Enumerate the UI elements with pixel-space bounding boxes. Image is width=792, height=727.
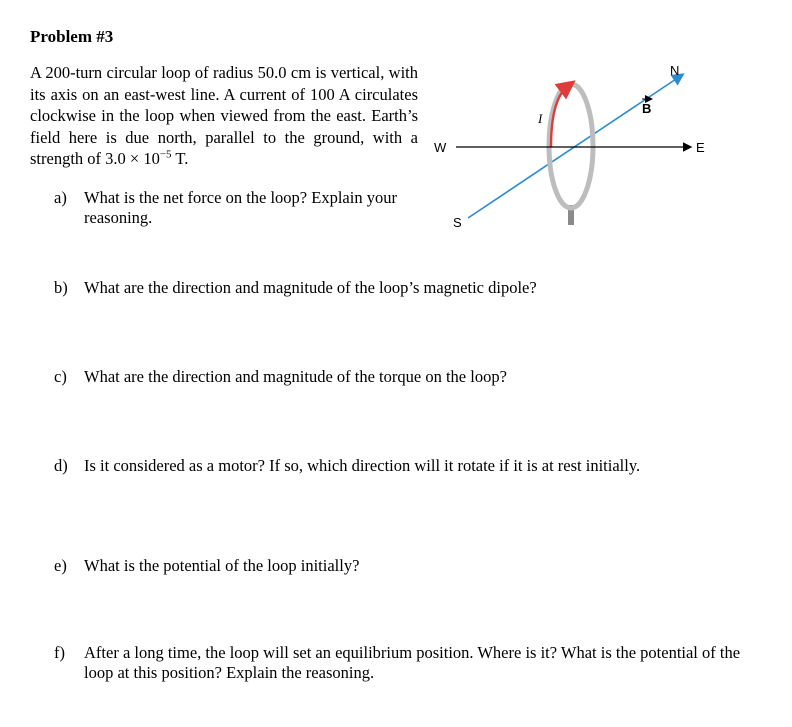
question-text: What are the direction and magnitude of the torque on the loop? xyxy=(84,367,507,386)
problem-title: Problem #3 xyxy=(30,27,114,46)
label-field: B xyxy=(642,101,652,116)
label-east: E xyxy=(696,140,705,155)
question-e xyxy=(54,556,754,576)
question-label: f) xyxy=(54,643,65,662)
question-text: What is the net force on the loop? Explain your reasoning. xyxy=(84,188,397,227)
loop-diagram xyxy=(420,55,720,235)
question-label: a) xyxy=(54,188,67,207)
question-label: c) xyxy=(54,367,67,386)
question-label: b) xyxy=(54,278,68,297)
current-arrow xyxy=(551,86,568,147)
problem-statement xyxy=(30,62,418,170)
field-label xyxy=(642,99,651,116)
question-a xyxy=(54,188,420,228)
question-c xyxy=(54,367,754,387)
question-b xyxy=(54,278,754,298)
question-label: d) xyxy=(54,456,68,475)
problem-statement-unit: T. xyxy=(171,149,189,168)
label-north: N xyxy=(670,63,680,78)
label-current: I xyxy=(538,111,543,126)
question-text: What are the direction and magnitude of the loop’s magnetic dipole? xyxy=(84,278,537,297)
question-text: What is the potential of the loop initially? xyxy=(84,556,360,575)
label-west: W xyxy=(434,140,447,155)
question-f xyxy=(54,643,744,683)
question-text: Is it considered as a motor? If so, which direction will it rotate if it is at rest initially. xyxy=(84,456,641,475)
problem-statement-text: A 200-turn circular loop of radius 50.0 cm is vertical, with its axis on an east-west line. A current of 100 A circulates clockwise in the loop when viewed from the east. Earth’s field here is due north, parallel to the ground, with a strength of 3.0 × 10 xyxy=(30,63,418,168)
question-d xyxy=(54,456,774,476)
label-south: S xyxy=(453,215,462,230)
exponent: −5 xyxy=(159,148,172,161)
question-label: e) xyxy=(54,556,67,575)
question-text: After a long time, the loop will set an equilibrium position. Where is it? What is the potential of the loop at this position? Explain the reasoning. xyxy=(84,643,741,682)
